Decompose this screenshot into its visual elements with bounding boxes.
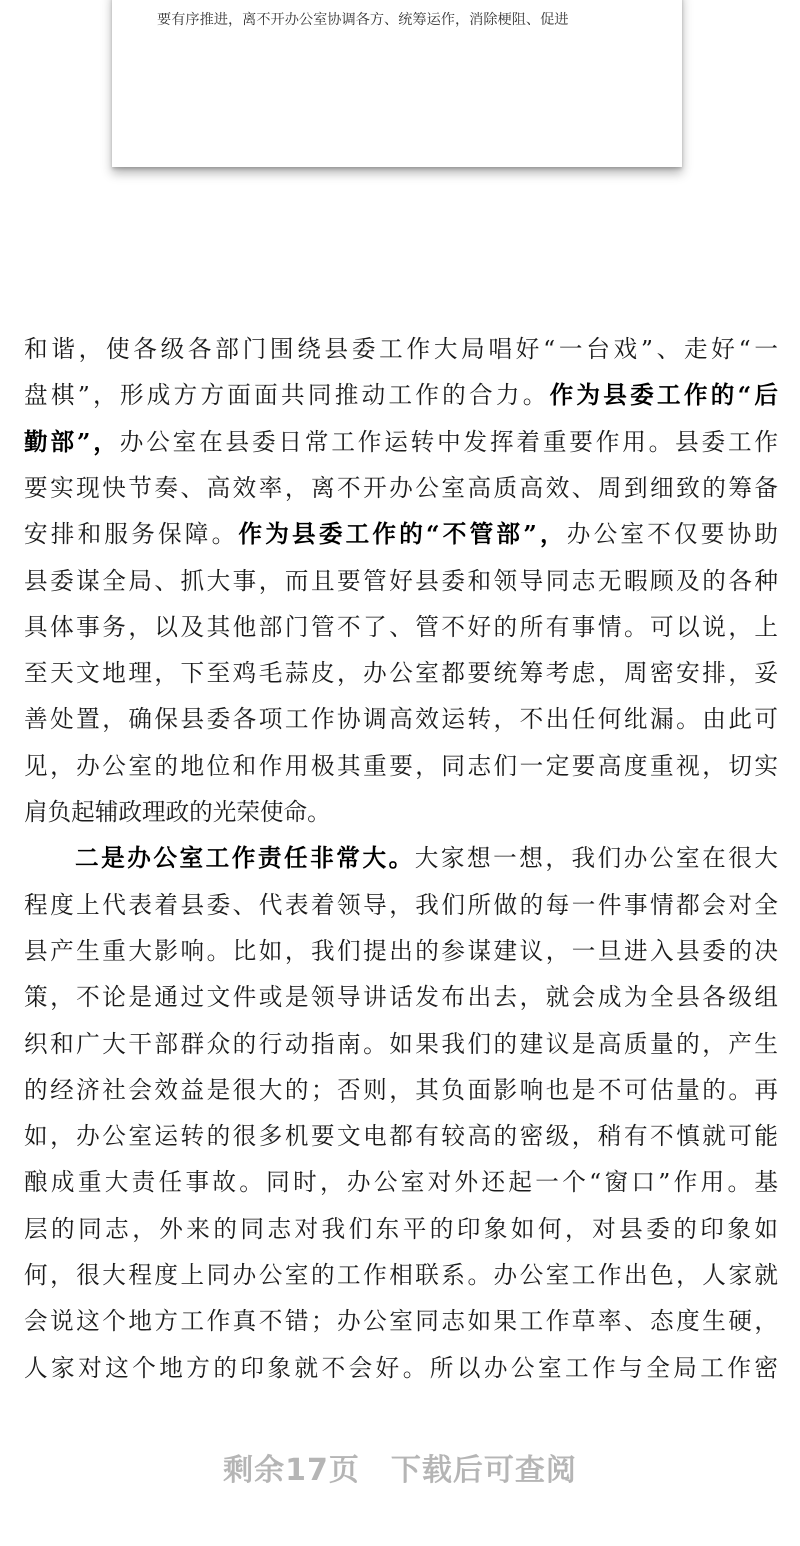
remaining-pages-notice[interactable]: 剩余17页 下载后可查阅 <box>223 1453 577 1488</box>
preview-text-line <box>157 0 657 1</box>
body-text-segment: 县产生重大影响。比如，我们提出的参谋建议，一旦进入县委的决 <box>24 936 778 965</box>
body-text-segment: 的经济社会效益是很大的；否则，其负面影响也是不可估量的。再 <box>24 1075 778 1104</box>
text-line <box>24 744 778 788</box>
text-line <box>24 1253 778 1297</box>
text-line <box>24 605 778 649</box>
body-text-segment: 办公室在县委日常工作运转中发挥着重要作用。县委工作 <box>119 427 779 456</box>
body-text-segment: 大家想一想，我们办公室在很大 <box>414 844 778 873</box>
emphasis-text: 作为县委工作的“后 <box>549 381 778 410</box>
text-line <box>24 651 778 695</box>
text-line <box>24 466 778 510</box>
emphasis-text: 作为县委工作的“不管部”， <box>238 520 567 549</box>
emphasis-text: 勤部”， <box>24 427 120 456</box>
body-text-segment: 见，办公室的地位和作用极其重要，同志们一定要高度重视，切实 <box>24 751 778 780</box>
document-preview-card <box>112 0 682 167</box>
text-line <box>24 559 778 603</box>
text-line <box>24 975 778 1019</box>
emphasis-text: 二是办公室工作责任非常大。 <box>75 844 415 873</box>
text-line <box>24 1346 778 1390</box>
body-text-segment: 会说这个地方工作真不错；办公室同志如果工作草率、态度生硬， <box>24 1307 778 1336</box>
body-text-segment: 善处置，确保县委各项工作协调高效运转，不出任何纰漏。由此可 <box>24 705 778 734</box>
body-text-segment: 策，不论是通过文件或是领导讲话发布出去，就会成为全县各级组 <box>24 983 778 1012</box>
body-text-segment: 层的同志，外来的同志对我们东平的印象如何，对县委的印象如 <box>24 1214 778 1243</box>
preview-text-line: 要有序推进，离不开办公室协调各方、统筹运作，消除梗阻、促进 <box>157 12 569 28</box>
text-line <box>24 1207 778 1251</box>
text-line <box>24 1160 778 1204</box>
text-line <box>24 1068 778 1112</box>
text-line <box>24 697 778 741</box>
paragraph-first-line <box>24 836 778 880</box>
text-line <box>24 1022 778 1066</box>
body-text-segment: 至天文地理，下至鸡毛蒜皮，办公室都要统筹考虑，周密安排，妥 <box>24 659 778 688</box>
body-text-segment: 和谐，使各级各部门围绕县委工作大局唱好“一台戏”、走好“一 <box>24 335 778 363</box>
body-text-segment: 织和广大干部群众的行动指南。如果我们的建议是高质量的，产生 <box>24 1029 778 1058</box>
text-line <box>24 420 778 464</box>
body-text-segment: 要实现快节奏、高效率，离不开办公室高质高效、周到细致的筹备 <box>24 473 778 502</box>
text-line <box>24 327 778 371</box>
text-line <box>24 1114 778 1158</box>
body-text-segment: 何，很大程度上同办公室的工作相联系。办公室工作出色，人家就 <box>24 1261 778 1289</box>
body-text-segment: 具体事务，以及其他部门管不了、管不好的所有事情。可以说，上 <box>24 612 778 641</box>
body-text-segment: 肩负起辅政理政的光荣使命。 <box>24 798 331 826</box>
text-line <box>24 1299 778 1343</box>
body-text-segment: 安排和服务保障。 <box>24 520 239 549</box>
body-text-segment: 如，办公室运转的很多机要文电都有较高的密级，稍有不慎就可能 <box>24 1122 778 1151</box>
text-line <box>24 373 778 417</box>
body-text-segment: 酿成重大责任事故。同时，办公室对外还起一个“窗口”作用。基 <box>24 1168 778 1197</box>
text-line <box>24 512 778 556</box>
text-line <box>24 883 778 927</box>
text-line <box>24 790 778 834</box>
body-text-segment: 程度上代表着县委、代表着领导，我们所做的每一件事情都会对全 <box>24 890 778 919</box>
body-text-segment: 人家对这个地方的印象就不会好。所以办公室工作与全局工作密 <box>24 1353 778 1382</box>
text-line <box>24 929 778 973</box>
body-text-segment: 县委谋全局、抓大事，而且要管好县委和领导同志无暇顾及的各种 <box>24 566 778 595</box>
body-text-segment: 办公室不仅要协助 <box>566 520 778 549</box>
body-text-segment: 盘棋”，形成方方面面共同推动工作的合力。 <box>24 381 550 410</box>
